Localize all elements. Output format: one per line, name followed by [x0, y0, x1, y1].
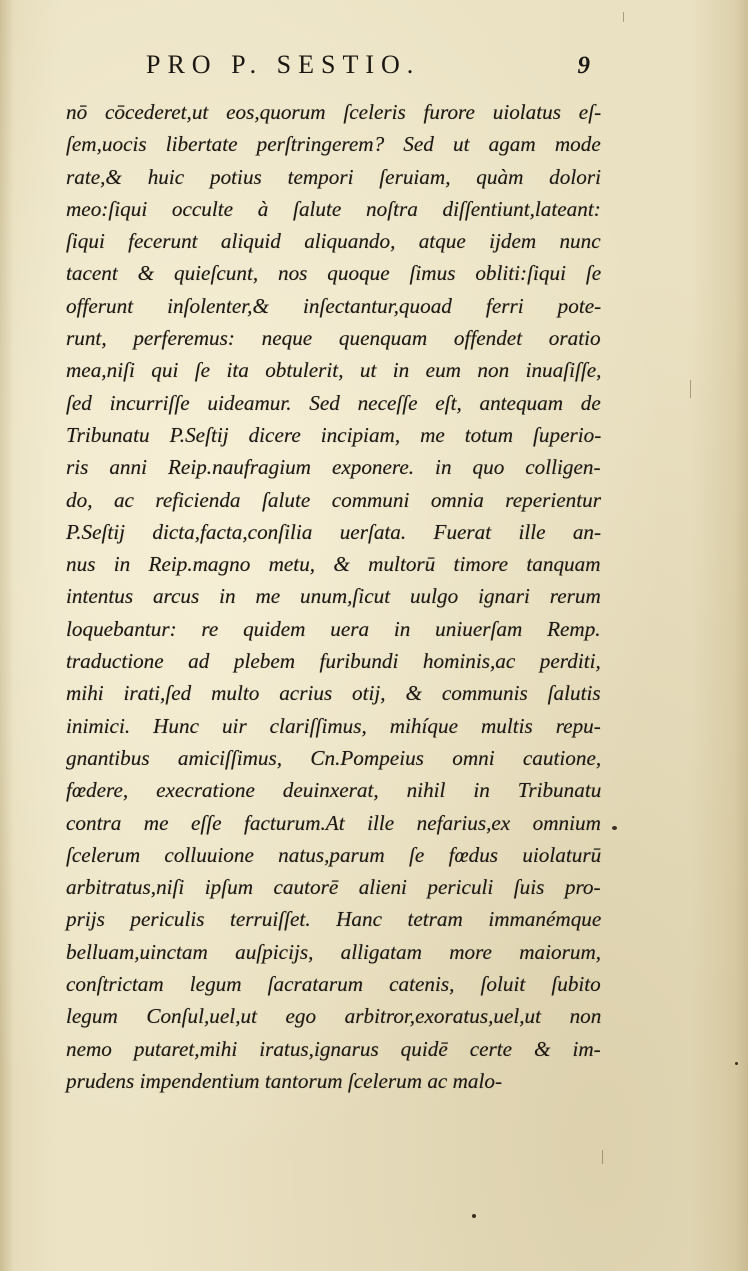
- text-line: mea,niſi qui ſe ita obtulerit, ut in eum non inuaſiſſe,: [66, 358, 602, 383]
- text-line: belluam,uinctam auſpicijs, alligatam more maiorum,: [66, 939, 602, 964]
- paper-fiber: [623, 12, 624, 22]
- ink-speck: [735, 1062, 738, 1065]
- text-line: ſiqui fecerunt aliquid aliquando, atque ijdem nunc: [66, 229, 601, 254]
- text-line: gnantibus amiciſſimus, Cn.Pompeius omni cautione,: [66, 745, 602, 770]
- text-line: rate,& huic potius tempori ſeruiam, quàm dolori: [66, 164, 601, 189]
- text-line: inimici. Hunc uir clariſſimus, mihíque multis repu-: [66, 713, 601, 738]
- paper-fiber: [602, 1150, 603, 1164]
- text-line: ſem,uocis libertate perſtringerem? Sed ut agam mode: [66, 132, 601, 157]
- text-line: contra me eſſe facturum.At ille nefarius,ex omnium: [66, 810, 601, 835]
- text-line: fœdere, execratione deuinxerat, nihil in Tribunatu: [66, 778, 602, 803]
- text-line: P.Seſtij dicta,facta,conſilia uerſata. Fuerat ille an-: [66, 519, 602, 544]
- text-line: prudens impendentium tantorum ſcelerum ac malo-: [66, 1068, 503, 1093]
- text-line: ſcelerum colluuione natus,parum ſe fœdus uiolaturū: [66, 842, 602, 867]
- text-line: nemo putaret,mihi iratus,ignarus quidē certe & im-: [66, 1036, 601, 1061]
- text-line: conſtrictam legum ſacratarum catenis, ſoluit ſubito: [66, 972, 601, 997]
- text-line: meo:ſiqui occulte à ſalute noſtra diſſentiunt,lateant:: [66, 196, 601, 221]
- text-line: offerunt inſolenter,& inſectantur,quoad ferri pote-: [66, 293, 602, 318]
- body-text: [66, 96, 601, 1097]
- text-line: intentus arcus in me unum,ſicut uulgo ignari rerum: [66, 584, 601, 609]
- text-line: ſed incurriſſe uideamur. Sed neceſſe eſt, antequam de: [66, 390, 601, 415]
- text-line: ris anni Reip.naufragium exponere. in quo colligen-: [66, 455, 601, 480]
- text-line: nō cōcederet,ut eos,quorum ſceleris furore uiolatus eſ-: [66, 100, 602, 124]
- text-line: arbitratus,niſi ipſum cautorē alieni periculi ſuis pro-: [66, 875, 601, 900]
- page-number: 9: [577, 52, 590, 79]
- ink-speck: [472, 1214, 476, 1218]
- ink-speck: [612, 826, 617, 830]
- text-line: loquebantur: re quidem uera in uniuerſam Remp.: [66, 616, 601, 641]
- text-line: Tribunatu P.Seſtij dicere incipiam, me totum ſuperio-: [66, 422, 602, 447]
- paper-fiber: [690, 380, 691, 398]
- text-line: tacent & quieſcunt, nos quoque ſimus obliti:ſiqui ſe: [66, 261, 602, 286]
- text-line: do, ac reficienda ſalute communi omnia reperientur: [66, 487, 601, 512]
- running-head: [140, 50, 590, 84]
- text-line: prijs periculis terruiſſet. Hanc tetram immanémque: [66, 907, 602, 932]
- text-line: runt, perferemus: neque quenquam offendet oratio: [66, 326, 601, 351]
- text-line: nus in Reip.magno metu, & multorū timore tanquam: [66, 552, 601, 577]
- running-title: PRO P. SESTIO.: [146, 50, 421, 79]
- text-line: traductione ad plebem furibundi hominis,ac perditi,: [66, 649, 601, 674]
- text-line: mihi irati,ſed multo acrius otij, & communis ſalutis: [66, 681, 601, 706]
- text-line: legum Conſul,uel,ut ego arbitror,exoratus,uel,ut non: [66, 1004, 602, 1029]
